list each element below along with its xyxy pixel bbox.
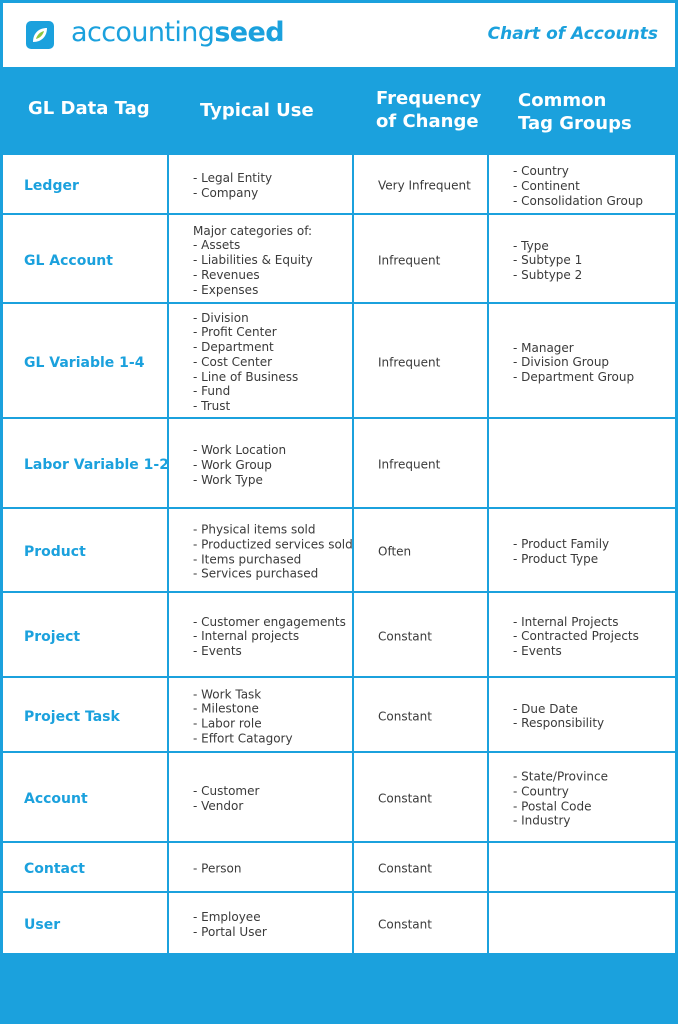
column-header-groups-line2: Tag Groups	[518, 113, 632, 134]
typical-use-cell	[193, 862, 241, 877]
typical-use-cell-line: - Liabilities & Equity	[193, 253, 313, 268]
table-row	[3, 841, 675, 891]
typical-use-cell-line: - Department	[193, 340, 274, 355]
typical-use-cell	[193, 687, 293, 746]
typical-use-cell-line: - Work Group	[193, 457, 272, 472]
gl-data-tag-cell: Project	[24, 628, 81, 645]
typical-use-cell-line: - Labor role	[193, 716, 262, 731]
typical-use-cell	[193, 443, 286, 487]
typical-use-cell-line: - Expenses	[193, 282, 259, 297]
typical-use-cell-line: - Revenues	[193, 267, 260, 282]
typical-use-cell	[193, 311, 298, 415]
typical-use-cell-line: - Vendor	[193, 799, 244, 813]
gl-data-tag-cell: GL Variable 1-4	[24, 354, 145, 371]
typical-use-cell-line: - Division	[193, 310, 249, 325]
typical-use-cell-line: - Employee	[193, 910, 261, 925]
tag-groups-cell-line: - Postal Code	[513, 799, 592, 813]
table-row	[3, 153, 675, 213]
tag-groups-cell-line: - Manager	[513, 340, 574, 355]
typical-use-cell-line: - Productized services sold	[193, 537, 353, 552]
tag-groups-cell-line: - Internal Projects	[513, 614, 619, 629]
typical-use-cell-line: - Items purchased	[193, 552, 302, 566]
logo-light-text: accounting	[71, 17, 215, 48]
typical-use-cell-line: - Line of Business	[193, 369, 299, 384]
typical-use-cell	[193, 614, 346, 658]
table-row	[3, 591, 675, 676]
typical-use-cell-line: - Customer	[193, 784, 260, 799]
tag-groups-cell-line: - Responsibility	[513, 716, 605, 731]
typical-use-cell-line: - Events	[193, 643, 242, 658]
tag-groups-cell-line: - Country	[513, 163, 569, 178]
tag-groups-cell-line: - Subtype 1	[513, 253, 583, 268]
frequency-cell: Infrequent	[378, 355, 441, 370]
gl-data-tag-cell: User	[24, 917, 61, 933]
tag-groups-cell-line: - Industry	[513, 813, 571, 828]
frequency-cell: Often	[378, 544, 412, 559]
typical-use-cell	[193, 224, 313, 298]
tag-groups-cell-line: - Country	[513, 784, 569, 799]
table-row	[3, 417, 675, 507]
column-header-frequency	[376, 87, 481, 133]
typical-use-cell-line: - Milestone	[193, 701, 259, 716]
frequency-cell: Constant	[378, 709, 432, 724]
page-title: Chart of Accounts	[487, 24, 658, 44]
typical-use-cell-line: - Assets	[193, 238, 241, 253]
typical-use-cell-line: - Services purchased	[193, 566, 319, 581]
tag-groups-cell	[513, 537, 609, 567]
column-header-groups	[518, 89, 632, 135]
typical-use-cell-line: - Trust	[193, 399, 231, 414]
tag-groups-cell-line: - Consolidation Group	[513, 193, 644, 208]
frequency-cell: Constant	[378, 791, 432, 806]
tag-groups-cell-line: - Product Family	[513, 537, 610, 552]
brand-logo-text	[71, 17, 284, 48]
column-header-frequency-line1: Frequency	[376, 88, 482, 109]
typical-use-cell	[193, 522, 353, 581]
gl-data-tag-cell: GL Account	[24, 252, 113, 269]
gl-data-tag-cell: Product	[24, 544, 86, 560]
column-header-groups-line1: Common	[518, 90, 607, 111]
tag-groups-cell-line: - State/Province	[513, 769, 609, 784]
gl-data-tag-cell: Account	[24, 791, 88, 807]
tag-groups-cell-line: - Product Type	[513, 552, 599, 566]
gl-data-tag-cell: Labor Variable 1-2	[24, 457, 169, 473]
tag-groups-cell	[513, 238, 582, 282]
tag-groups-cell	[513, 164, 643, 208]
typical-use-cell-line: - Profit Center	[193, 325, 277, 340]
table-row	[3, 213, 675, 302]
tag-groups-cell-line: - Department Group	[513, 369, 635, 384]
frequency-cell: Constant	[378, 861, 432, 876]
table-row	[3, 751, 675, 841]
typical-use-cell-line: - Work Type	[193, 472, 263, 487]
typical-use-cell-line: - Company	[193, 186, 259, 200]
table-row	[3, 302, 675, 417]
accountingseed-logo-icon	[26, 21, 54, 49]
frequency-cell: Constant	[378, 629, 432, 644]
tag-groups-cell	[513, 769, 608, 828]
frequency-cell: Constant	[378, 917, 432, 932]
gl-data-tag-cell: Ledger	[24, 178, 79, 194]
typical-use-cell-line: - Cost Center	[193, 355, 273, 370]
table-row	[3, 891, 675, 953]
page-header	[3, 3, 675, 67]
typical-use-cell-line: - Internal projects	[193, 629, 300, 644]
typical-use-cell-line: - Customer engagements	[193, 614, 346, 629]
typical-use-cell-line: - Effort Catagory	[193, 731, 293, 746]
logo-bold-text: seed	[214, 17, 284, 48]
tag-groups-cell	[513, 340, 634, 384]
frequency-cell: Infrequent	[378, 457, 441, 472]
typical-use-cell-line: - Person	[193, 861, 242, 876]
tag-groups-cell	[513, 614, 639, 658]
typical-use-cell-line: - Legal Entity	[193, 171, 273, 186]
tag-groups-cell-line: - Subtype 2	[513, 267, 583, 282]
tag-groups-cell-line: - Continent	[513, 178, 580, 193]
frequency-cell: Very Infrequent	[378, 178, 471, 193]
gl-data-tag-cell: Project Task	[24, 708, 120, 725]
tag-groups-cell-line: - Due Date	[513, 701, 578, 716]
typical-use-cell-line: Major categories of:	[193, 223, 313, 238]
typical-use-cell-line: - Work Location	[193, 442, 287, 457]
tag-groups-cell-line: - Type	[513, 238, 549, 253]
typical-use-cell	[193, 784, 259, 814]
tag-groups-cell-line: - Contracted Projects	[513, 629, 639, 644]
typical-use-cell-line: - Fund	[193, 384, 231, 399]
typical-use-cell-line: - Portal User	[193, 925, 267, 939]
column-header-frequency-line2: of Change	[376, 111, 479, 132]
typical-use-cell	[193, 171, 272, 201]
typical-use-cell	[193, 910, 267, 940]
gl-data-tag-cell: Contact	[24, 861, 85, 877]
chart-of-accounts-table	[3, 153, 675, 953]
column-header-tag: GL Data Tag	[28, 98, 150, 119]
table-row	[3, 507, 675, 591]
tag-groups-cell-line: - Events	[513, 643, 562, 658]
table-row	[3, 676, 675, 751]
frequency-cell: Infrequent	[378, 253, 441, 268]
tag-groups-cell	[513, 702, 604, 732]
typical-use-cell-line: - Physical items sold	[193, 522, 316, 537]
tag-groups-cell-line: - Division Group	[513, 355, 610, 370]
column-header-use: Typical Use	[200, 100, 314, 121]
typical-use-cell-line: - Work Task	[193, 686, 262, 701]
